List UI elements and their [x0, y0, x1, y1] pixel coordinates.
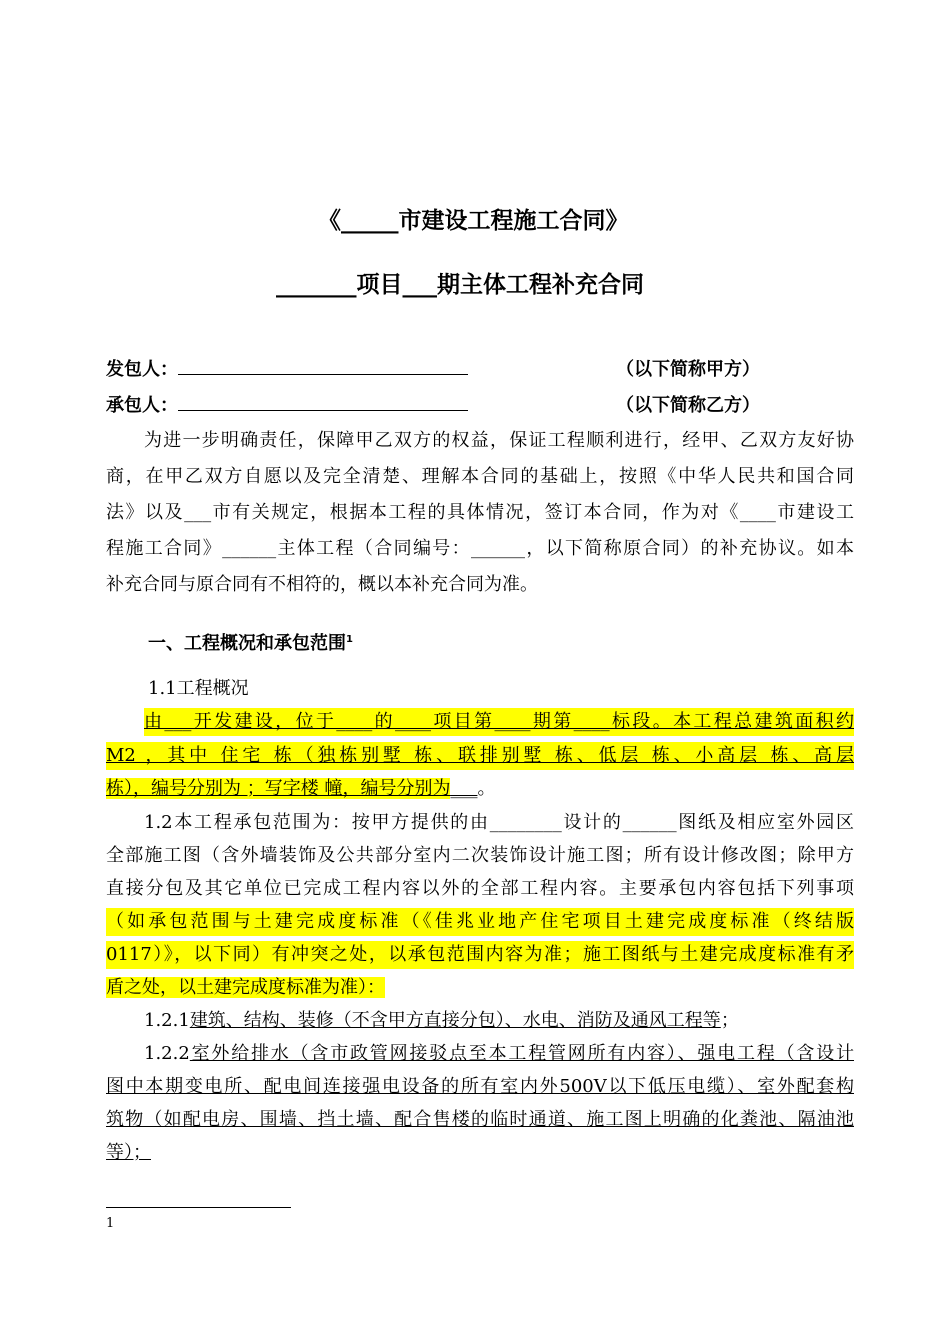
footnote-number: 1: [106, 1216, 115, 1231]
employer-blank[interactable]: [178, 356, 468, 375]
contractor-line: 承包人：: [106, 392, 468, 420]
footnote-ref[interactable]: 1: [346, 634, 353, 645]
s121-line: 1.2.1建筑、结构、装修（不含甲方直接分包）、水电、消防及通风工程等；: [144, 1010, 739, 1031]
s12-highlight-3: 盾之处，以土建完成度标准为准）：: [106, 977, 385, 998]
intro-line-1: 为进一步明确责任，保障甲乙双方的权益，保证工程顺利进行，经甲、乙双方友好协: [144, 430, 854, 451]
s122-line-1: 1.2.2室外给排水（含市政管网接驳点至本工程管网所有内容）、强电工程（含设计: [144, 1043, 854, 1064]
section-1-1-heading: 1.1工程概况: [148, 678, 249, 699]
intro-line-4: 程施工合同》______主体工程（合同编号：______，以下简称原合同）的补充协议。如本: [106, 538, 854, 559]
employer-note: （以下简称甲方）: [616, 359, 760, 380]
contract-title-sub: _______项目___期主体工程补充合同: [276, 272, 644, 298]
s122-line-4: 等）；: [106, 1142, 151, 1163]
s122-line-3: 筑物（如配电房、围墙、挡土墙、配合售楼的临时通道、施工图上明确的化粪池、隔油池: [106, 1109, 854, 1130]
intro-line-5: 补充合同与原合同有不相符的，概以本补充合同为准。: [106, 574, 538, 595]
s12-highlight-1: （如承包范围与土建完成度标准（《佳兆业地产住宅项目土建完成度标准（终结版: [106, 908, 854, 936]
s12-line-2: 全部施工图（含外墙装饰及公共部分室内二次装饰设计施工图；所有设计修改图；除甲方: [106, 845, 854, 866]
s11-line-3: 栋），编号分别为 ；写字楼 幢，编号分别为___。: [106, 778, 496, 799]
employer-line: 发包人：: [106, 356, 468, 384]
contract-title-main: 《_____市建设工程施工合同》: [318, 208, 629, 234]
intro-line-3: 法》以及___市有关规定，根据本工程的具体情况，签订本合同，作为对《____市建设工: [106, 502, 854, 523]
contractor-note: （以下简称乙方）: [616, 395, 760, 416]
s122-line-2: 图中本期变电所、配电间连接强电设备的所有室内外500V以下低压电缆）、室外配套构: [106, 1076, 854, 1097]
s12-line-1: 1.2本工程承包范围为：按甲方提供的由________设计的______图纸及相应室外园区: [144, 812, 854, 833]
section-1-heading: 一、工程概况和承包范围$^1$: [148, 633, 353, 654]
contractor-blank[interactable]: [178, 392, 468, 411]
s11-line-1: 由___开发建设，位于____的____项目第____期第____标段。本工程总建筑面积约: [144, 708, 854, 736]
intro-line-2: 商，在甲乙双方自愿以及完全清楚、理解本合同的基础上，按照《中华人民共和国合同: [106, 466, 854, 487]
footnote-separator: [106, 1207, 291, 1208]
s12-line-3: 直接分包及其它单位已完成工程内容以外的全部工程内容。主要承包内容包括下列事项: [106, 878, 854, 899]
s11-line-2: M2 ，其中 住宅 栋（独栋别墅 栋、联排别墅 栋、低层 栋、小高层 栋、高层: [106, 742, 854, 770]
s12-highlight-2: 0117）》，以下同）有冲突之处，以承包范围内容为准；施工图纸与土建完成度标准有矛: [106, 941, 854, 969]
